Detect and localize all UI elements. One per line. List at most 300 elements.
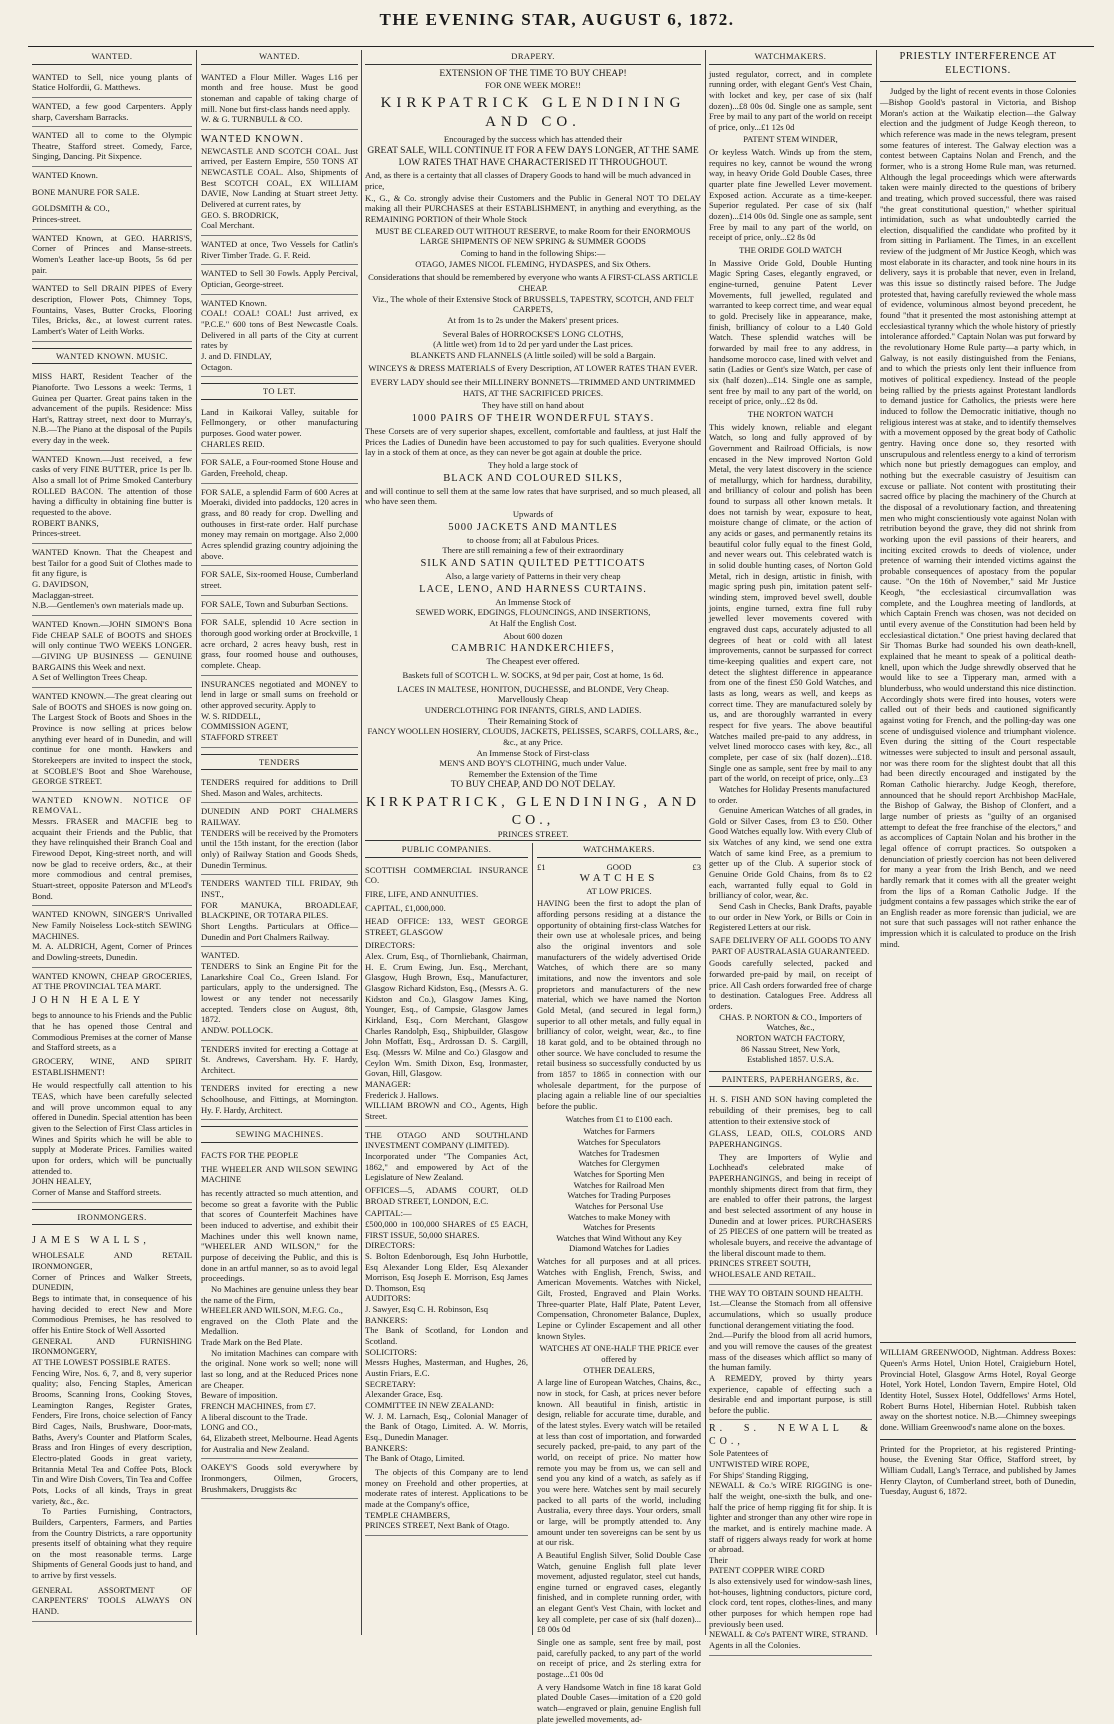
classified-ad	[201, 454, 358, 483]
section-header: WANTED KNOWN. MUSIC.	[32, 348, 192, 365]
list-item: Watches for Speculators	[577, 1136, 661, 1147]
ad-text: WANTED KNOWN, SINGER'S Unrivalled New Family Noiseless Lock-stitch SEWING MACHINES.	[32, 909, 192, 941]
ad-text: COAL! COAL! COAL! Just arrived, ex "P.C.E." 600 tons of Best Newcastle Coals. Delivered in all parts of the City at current rates by	[201, 308, 358, 351]
ad-text: Trade Mark on the Bed Plate.	[201, 1337, 303, 1348]
classified-ad	[201, 69, 358, 130]
ad-subtitle: 1000 PAIRS OF THEIR WONDERFUL STAYS.	[411, 413, 655, 425]
list-item: Watches for Tradesmen	[578, 1147, 660, 1158]
classified-ad	[32, 127, 192, 167]
ad-text: Beware of imposition.	[201, 1390, 278, 1401]
classified-ad	[32, 1229, 192, 1622]
ad-text: The objects of this Company are to lend money on Freehold and other properties, at moderate rates of interest. Applications to be made at the Company's office,	[365, 1466, 528, 1509]
section-header: WANTED.	[201, 50, 358, 65]
ad-text: FOR SALE, Six-roomed House, Cumberland street.	[201, 569, 358, 591]
masthead-rule	[28, 46, 1094, 47]
ad-signature: G. DAVIDSON,	[32, 579, 89, 589]
ad-text: NEWALL & Co.'s WIRE RIGGING is one-half the weight, one-sixth the bulk, and one-half the price of hemp rigging fit for ship. It is lighter and stronger than any other wire rope in the market, and is entirely machine made. A staff of riggers always ready for work at home or abroad.	[709, 1480, 872, 1555]
ad-text: CAPITAL, £1,000,000.	[365, 902, 446, 913]
ad-signature: LONG and CO.,	[201, 1422, 258, 1433]
ad-text: WANTED to Sell, nice young plants of Statice Holfordii, G. Matthews.	[32, 71, 192, 93]
column-wanted-right	[201, 50, 358, 1635]
ad-text: WANTED to Sell 30 Fowls. Apply Percival, Optician, George-street.	[201, 268, 358, 290]
ad-text: At Half the English Cost.	[489, 618, 577, 629]
watch-list	[537, 1126, 701, 1254]
ad-address: Princes-street.	[32, 528, 81, 539]
ad-signature: JOHN HEALEY,	[32, 1176, 92, 1187]
ad-text: No Machines are genuine unless they bear the name of the Firm,	[201, 1283, 358, 1305]
classified-ad	[201, 774, 358, 803]
ad-subtitle: GROCERY, WINE, AND SPIRIT ESTABLISHMENT!	[32, 1055, 192, 1077]
ad-subtitle: BLACK AND COLOURED SILKS,	[443, 472, 623, 484]
ad-subtitle: FANCY WOOLLEN HOSIERY, CLOUDS, JACKETS, PELISSES, SCARFS, COLLARS, &c., &c., at any Price.	[367, 726, 699, 747]
section-header: TO LET.	[201, 383, 358, 400]
ad-text: Frederick J. Hallows.	[365, 1089, 439, 1100]
ad-subtitle: GREAT SALE, WILL CONTINUE IT FOR A FEW DAYS LONGER, AT THE SAME LOW RATES THAT HAVE CHARACTERISED IT THROUGHOUT.	[367, 145, 699, 168]
ad-address: Princes-street.	[32, 214, 81, 225]
ad-subtitle: TO BUY CHEAP, AND DO NOT DELAY.	[450, 779, 616, 790]
classified-ad	[201, 1147, 358, 1459]
ad-title: WANTED Known.	[201, 297, 267, 308]
ad-subtitle: FOR ONE WEEK MORE!!	[484, 80, 582, 91]
ad-text: To Parties Furnishing, Contractors, Builders, Carpenters, Farmers, and Parties from the Country Districts, a rare opportunity presents itself of obtaining what they require on the most reasonable terms. Large Shipments of General Goods just to hand, and to arrive by first vessels.	[32, 1506, 192, 1581]
ad-title: SCOTTISH COMMERCIAL INSURANCE CO.	[365, 864, 528, 886]
ad-subtitle: THE WHEELER AND WILSON SEWING MACHINE	[201, 1163, 358, 1185]
ad-subtitle: Watches from £1 to £100 each.	[565, 1113, 673, 1124]
classified-ad	[201, 236, 358, 265]
ad-text: No imitation Machines can compare with the original. None work so well; none will last so long, and at the Reduced Prices none are Cheaper.	[201, 1347, 358, 1390]
ad-text: WANTED to Sell DRAIN PIPES of Every description, Flower Pots, Chimney Tops, Fountains, Vases, Butter Crocks, Flooring Tiles, Bricks, &c., at lowest current rates. Lambert's Water of Leith Works.	[32, 283, 192, 336]
list-item: Watches for Railroad Men	[573, 1179, 665, 1190]
ad-text: WANTED Known, at GEO. HARRIS'S, Corner of Princes and Manse-streets. Women's Leather lace-up Boots, 5s 6d per pair.	[32, 232, 192, 275]
ad-title: WANTED KNOWN. NOTICE OF REMOVAL.	[32, 794, 192, 816]
ad-name: JOHN HEALEY	[32, 994, 145, 1006]
ad-text: FOR SALE, Town and Suburban Sections.	[201, 598, 349, 609]
classified-ad	[32, 368, 192, 451]
ad-subtitle: PATENT COPPER WIRE CORD	[709, 1565, 825, 1576]
ad-text: WANTED, a few good Carpenters. Apply sharp, Caversham Barracks.	[32, 100, 192, 122]
ad-text: has recently attracted so much attention, and become so great a favorite with the Public that scores of Counterfeit Machines have been induced to advertise, and exhibit their Machines under this well known name, "WHEELER AND WILSON," for the purpose of deceiving the Public, and this is done in an artful manner, so as to avoid legal proceedings.	[201, 1187, 358, 1284]
ad-text: The Bank of Scotland, for London and Scotland.	[365, 1325, 528, 1347]
ad-subtitle: FRENCH MACHINES, from £7.	[201, 1401, 316, 1412]
list-item: Watches for Presents	[583, 1222, 655, 1233]
ad-text: These Corsets are of very superior shapes, excellent, comfortable and faultless, at just Half the Prices the Ladies of Dunedin have been accustomed to pay for such qualities. Everyone should lay in a stock of them at once, as they can never be got again at double the price.	[365, 426, 701, 458]
section-header: TENDERS	[201, 754, 358, 771]
ad-subtitle: SEWED WORK, EDGINGS, FLOUNCINGS, AND INSERTIONS,	[415, 607, 651, 618]
ad-text: and will continue to sell them at the same low rates that have surprised, and so much pleased, all who have seen them.	[365, 485, 701, 507]
ad-firm-name: KIRKPATRICK, GLENDINING, AND CO.,	[366, 795, 700, 828]
ad-text: Viz., The whole of their Extensive Stock of BRUSSELS, TAPESTRY, SCOTCH, AND FELT CARPETS,	[372, 293, 694, 315]
ad-heading: MANAGER:	[365, 1079, 411, 1089]
classified-ad	[201, 484, 358, 567]
ad-text: Send Cash in Checks, Bank Drafts, payable to our order in New York, or Bills or Coin in Registered Letters at our risk.	[709, 901, 872, 933]
ad-subtitle: BLANKETS AND FLANNELS (A little soiled) will be sold a Bargain.	[410, 349, 656, 360]
ad-title: WANTED KNOWN, CHEAP GROCERIES, AT THE PROVINCIAL TEA MART.	[32, 970, 192, 992]
ad-text: Considerations that should be remembered by everyone who wants A FIRST-CLASS ARTICLE CHEAP.	[368, 272, 698, 293]
ad-text: OAKEY'S Goods sold everywhere by Ironmongers, Oilmen, Grocers, Brushmakers, Druggists &c	[201, 1462, 358, 1494]
ad-subtitle: MEN'S AND BOY'S CLOTHING, much under Value.	[439, 758, 627, 769]
section-rule	[880, 1342, 1076, 1343]
section-header: IRONMONGERS.	[32, 1209, 192, 1226]
ad-text: WANTED a Flour Miller. Wages L16 per month and free house. Must be good stoneman and capable of taking charge of mill. None but first-class hands need apply.	[201, 71, 358, 114]
ad-text: Messrs. FRASER and MACFIE beg to acquaint their Friends and the Public, that they have relinquished their Branch Coal and Firewood Depot, King-street north, and will now be glad to receive orders, &c., at their more commodious and central premises, Stuart-street, opposite Paterson and M'Leod's Bond.	[32, 816, 192, 901]
ad-text: Remember the Extension of the Time	[468, 768, 598, 779]
classified-ad	[201, 404, 358, 455]
ad-text: The Cheapest ever offered.	[486, 656, 580, 667]
ad-text: A Beautiful English Silver, Solid Double Case Watch, genuine English full plate lever movement, adjusted regulator, steel cut hands, engine turned or engraved cases, elegantly finished, and in complete running order, with an elegant Gent's Vest Chain, with locket and key all complete, per case of six (half dozen)...£8 00s 0d	[537, 1549, 701, 1635]
ad-subtitle: AT THE LOWEST POSSIBLE RATES.	[32, 1357, 171, 1367]
ad-address: Coal Merchant.	[201, 220, 255, 231]
ad-text: Fencing Wire, Nos. 6, 7, and 8, very superior quality; also, Fencing Staples, American Brooms, Scanning Irons, Cooking Stoves, Leamington Ranges, Register Grates, Fenders, Fire Irons, choice selection of Fancy Bird Cages, Nails, Brushware, Door-mats, Baths, Avery's Counter and Platform Scales, Brass and Iron Hinges of every description, Electro-plated Goods in great variety, Britannia Metal Tea and Coffee Pots, Block Tin and Wire Dish Covers, Tin Tea and Coffee Pots, Locks of all kinds, Trays in great variety, &c., &c.	[32, 1367, 192, 1506]
classified-ad	[32, 968, 192, 1203]
classified-ad	[32, 69, 192, 98]
ad-text: to choose from; all at Fabulous Prices.	[467, 534, 599, 545]
classified-ad	[32, 280, 192, 341]
price-high: £3	[692, 861, 701, 872]
ad-text: Alex. Crum, Esq., of Thornliebank, Chairman, H. E. Crum Ewing, Jun. Esq., Merchant, Glasgow, Hugh Brown, Esq., Manufacturer, Glasgow Richard Kidston, Esq., (Messrs A. G. Kidston and Co.), Glasgow James King, Younger, Esq., of Campsie, Glasgow James Kirkland, Esq., Corn Merchant, Glasgow Charles Randolph, Esq., Shipbuilder, Glasgow John Moffatt, Esq., Ardrossan D. S. Cargill, Esq. (Messrs W. Milne and Co.) Glasgow and Ceylon Wm. Smith Dixon, Esq, Ironmaster, Govan, Hill, Glasgow.	[365, 951, 528, 1079]
ad-text: Is also extensively used for window-sash lines, hot-houses, lightning conductors, picture cord, clock cord, tent ropes, clothes-lines, and many other purposes for which hempen rope had previously been used.	[709, 1576, 872, 1629]
ad-subtitle: MUST BE CLEARED OUT WITHOUT RESERVE, to make Room for their ENORMOUS LARGE SHIPMENTS OF NEW SPRING & SUMMER GOODS	[375, 225, 691, 247]
classified-ad	[32, 230, 192, 281]
ad-subtitle: WATCHES AT ONE-HALF THE PRICE ever offered by	[539, 1343, 699, 1365]
column-public-companies	[365, 843, 528, 1633]
ad-signature: ROBERT BANKS,	[32, 517, 99, 528]
ad-signature: COMMISSION AGENT,	[201, 721, 289, 732]
column-watchmakers-a	[537, 843, 701, 1724]
section-header: PAINTERS, PAPERHANGERS, &c.	[709, 1071, 872, 1088]
ad-firm-name: KIRKPATRICK GLENDINING AND CO.	[380, 94, 686, 130]
ad-text: GOOD	[606, 861, 632, 872]
classified-ad	[32, 544, 192, 616]
ad-address: 64, Elizabeth street, Melbourne. Head Agents for Australia and New Zealand.	[201, 1433, 358, 1454]
ad-text: A liberal discount to the Trade.	[201, 1411, 308, 1422]
ad-text: WANTED all to come to the Olympic Theatre, Stafford street. Comedy, Farce, Singing, Dancing. Pit Sixpence.	[32, 130, 192, 162]
column-watchmakers-b	[709, 50, 872, 1651]
ad-heading: SECRETARY:	[365, 1378, 416, 1389]
ad-text: A large line of European Watches, Chains, &c., now in stock, for Cash, at prices never before known. All beautiful in finish, artistic in design, reliable for accurate time, durable, and of the latest styles. Every watch will be retailed at less than cost of importation, and forwarded securely packed, pre-paid, to any part of the world, on receipt of price. No matter how remote you may be from us, we can sell and send you any kind of a watch, as safely as if you were here. Watches sent by mail securely packed to all parts of the world, including Australia, every three days. Your orders, small or large, will be promptly attended to. Any amount under ten sovereigns can be sent by us at our risk.	[537, 1377, 701, 1548]
ad-subtitle: WHEELER AND WILSON, M.F.G. Co.,	[201, 1305, 343, 1316]
ad-text: And, as there is a certainty that all classes of Drapery Goods to hand will be much advanced in price,	[365, 170, 691, 191]
ad-text: TENDERS required for additions to Drill Shed. Mason and Wales, architects.	[201, 777, 358, 798]
ad-subtitle: THE ORIDE GOLD WATCH	[739, 245, 842, 256]
ad-subtitle: FIRE, LIFE, AND ANNUITIES.	[365, 888, 479, 899]
ad-text: Encouraged by the success which has attended their	[443, 134, 623, 145]
ad-title: WHOLESALE AND RETAIL IRONMONGER,	[32, 1250, 192, 1272]
ad-text: Upwards of	[512, 509, 554, 520]
company-notice	[365, 1127, 528, 1536]
ad-text: Watches for all purposes and at all prices. Watches with English, French, Swiss, and American Movements. Watches with Nickel, Gilt, Frosted, Engraved and Plain Works. Three-quarter Plate, Half Plate, Patent Lever, Compensation, Chronometer Balance, Duplex, Lepine or Cylinder Escapement and all other known Styles.	[537, 1256, 701, 1341]
column-drapery	[365, 50, 701, 840]
ad-text: At from 1s to 2s under the Makers' present prices.	[447, 314, 619, 325]
section-header: SEWING MACHINES.	[201, 1126, 358, 1143]
ad-text: begs to announce to his Friends and the Public that he has opened those Central and Commodious Premises at the corner of Manse and Stafford streets, as a	[32, 1010, 192, 1053]
ad-heading: SOLICITORS:	[365, 1346, 417, 1357]
ad-text: Single one as sample, sent free by mail, post paid, carefully packed, to any part of the world on receipt of price, and 2s sterling extra for postage...£1 00s 0d	[537, 1637, 701, 1680]
classified-ad	[32, 451, 192, 544]
ad-text: MISS HART, Resident Teacher of the Pianoforte. Two Lessons a week: Terms, 1 Guinea per Quarter. Great pains taken in the advancement of the pupils. Residence: Miss Hart's, Rattray street, next door to Murray's, N.B.—The Piano at the disposal of the Pupils every day in the week.	[32, 371, 192, 446]
ad-text: Their	[709, 1554, 728, 1565]
ad-title: THE WAY TO OBTAIN SOUND HEALTH.	[709, 1287, 864, 1298]
ad-subtitle: THE NORTON WATCH	[747, 408, 834, 419]
ad-subtitle: AT LOW PRICES.	[586, 885, 652, 896]
article-body: Judged by the light of recent events in those Colonies—Bishop Goold's pastoral in Victoria, and Bishop Moran's action at the Waikatip election—the Galway election and the judgment of Judge Keogh thereon, to which reference was made in the news telegram, present some features of interest. The Galway election was a contest between Captains Nolan and French, and the former, who is a strong Home Rule man, was returned. Although the legal proceedings which were afterwards taken were mainly directed to the questions of bribery and treating, which proved successful, there was raised "the great constitutional question," whether spiritual intimidation, such as what undoubtedly carried the election, disqualified the candidate who profited by it from sitting in Parliament. The Times, in an excellent review of the judgment of Mr Justice Keogh, which was most elaborate in its character, and took nine hours in its delivery, says it is probable that never, even in Ireland, was this issue so distinctly raised before. The Judge protested that, having carefully reviewed the whole mass of evidence, voluminous almost beyond precedent, he found "that it presented the most astonishing attempt at ecclesiastical tyranny which the whole history of priestly intolerance afforded." Captain Nolan was put forward by the revolutionary Home Rule party—a party which, in Galway, is not easily distinguished from the Fenians, and to which the priests only lent their influence from motives of political expediency. Instead of the people being rallied by the priests against Protestant landlords to demand justice for Catholics, the priests were here induced to follow the Democratic initiative, though no religious interest was at stake, and to identify themselves with a movement opposed by the great body of Catholic gentry. Having once done so, they resorted with unscrupulous and relentless energy to a kind of terrorism which none but priestly demagogues can employ, and nothing but the execrable casuistry of Jesuitism can excuse or palliate. Not content with prostituting their sacred office by placing the machinery of the Church at the disposal of a revolutionary faction, and threatening men who might conscientiously vote against Nolan with retribution beyond the grave, they did not shrink from working upon the evil passions of their hearers, and inciting excited crowds to deeds of violence, under pretence of warning their intended victims against the probable consequences of apostacy from the popular cause. "On the 16th of November," said Mr Justice Keogh, "the ecclesiastical circumvallation was complete, and the Loughrea meeting of landlords, at which Captain French was chosen, was not decided on until every avenue of the Constitution had been held by ecclesiastical dictation." One priest having declared that Sir Thomas Burke had sounded his own death-knell, explained that he meant to speak of a political death-knell, upon which the Judge shrewdly observed that he would like to see a Tipperary man, armed with a blunderbuss, who would understand this nice distinction. Accordingly shots were fired into houses, voters were called out of their beds and cautioned significantly against voting for French, and the polling-day was one scene of undisguised violence and triumphant violence. Even during the sitting of the Court respectable witnesses were subjected to insult and personal assault, nor was there room for the slightest doubt that all this had been directly encouraged and instigated by the Roman Catholic hierarchy. Judge Keogh, therefore, announced that he should report Archbishop MacHale, the Bishop of Galway, the Bishop of Clonfert, and a large number of priests as "guilty of an organised attempt to defeat the free franchise of the electors," and as accomplices of Captain Nolan and his brother in the legal offence of corrupt practices. So outspoken a denunciation of priestly coercion has not been delivered for many a year from the Irish Bench, and we need hardly remark that it comes with all the greater weight from the lips of a Roman Catholic Judge. If the judgment contains a few passages which strike the ear of an English reader as more forensic than judicial, we are not sure that such passages will not rather enhance the impression which it is calculated to produce on the Irish mind.	[880, 86, 1076, 949]
classified-ad	[32, 616, 192, 688]
classified-ad	[709, 1285, 872, 1421]
ad-text: TENDERS invited for erecting a Cottage at St. Andrews, Caversham. Hy. F. Hardy, Architect.	[201, 1043, 358, 1075]
ad-firm-name: R. S. NEWALL & CO.,	[709, 1423, 872, 1447]
ad-address: TEMPLE CHAMBERS,	[365, 1509, 450, 1520]
ad-text: WINCEYS & DRESS MATERIALS of Every Description, AT LOWER RATES THAN EVER.	[368, 363, 698, 374]
ad-text: Marvellously Cheap	[498, 694, 568, 705]
ad-text: They hold a large stock of	[488, 460, 578, 471]
list-item: Watches for Trading Purposes	[567, 1190, 671, 1201]
classified-ad	[709, 1420, 872, 1655]
ad-text: The Bank of Otago, Limited.	[365, 1453, 465, 1464]
ad-subtitle: 5000 JACKETS AND MANTLES	[448, 521, 618, 533]
classified-ad	[201, 947, 358, 1040]
list-item: Watches to make Money with	[567, 1211, 671, 1222]
ad-text: They are Importers of Wylie and Lochhead's celebrated make of PAPERHANGINGS, and being in receipt of monthly shipments direct from that firm, they are enabled to offer their patrons, the largest and best selected assortment of any house in Dunedin and at lower prices. PURCHASERS of 25 PIECES of one pattern will be treated as wholesale buyers, and receive the advantage of the liberal discount made to them.	[709, 1151, 872, 1258]
ad-text: justed regulator, correct, and in complete running order, with elegant Gent's Vest Chain, with locket and key, per case of six (half dozen)...£8 00s 0d. Single one as sample, sent Free by mail to any part of the world on receipt of price, only...£1 12s 0d	[709, 68, 872, 132]
ad-text: J. Sawyer, Esq C. H. Robinson, Esq	[365, 1304, 489, 1315]
ad-subtitle: GENERAL AND FURNISHING IRONMONGERY,	[32, 1335, 192, 1357]
ad-text: WANTED Known.—JOHN SIMON'S Bona Fide CHEAP SALE of BOOTS and SHOES will only continue TWO WEEKS LONGER.—GIVING UP BUSINESS — GENUINE BARGAINS this Week and next.	[32, 618, 192, 672]
ad-text: 1st.—Cleanse the Stomach from all offensive accumulations, which so usually produce functional derangement vitiating the food.	[709, 1298, 872, 1330]
ad-text: This widely known, reliable and elegant Watch, so long and fully approved of by Government and Railroad Officials, is now encased in the New improved Norton Gold Metal, the very latest discovery in the science of metallurgy, which for hardness, durability, and brilliancy of colour and polish has been found to surpass all other known metals. It does not tarnish by wear, exposure to heat, moisture change of climate, or the action of any acids or gases, and permanently retains its beautiful color fully equal to the finest Gold, and never wears out. This celebrated watch is in solid double hunting cases, of Norton Gold Metal, rich in design, artistic in finish, with magic spring push pin, imitation patent self-winding stem, improved bevel swell, double joints, engine turned, extra fine full ruby jewelled lever movements covered with engraved dust caps, accurately adjusted to all degrees of heat or cold with all latest improvements, cannot be surpassed for correct time-keeping qualities and expert care, not detect the slightest difference in appearance from one of the finest £50 Gold Watches, and lasts as long, wears as well, and keeps as correct time. They are manufactured solely by us, and are thoroughly warranted in every respect for five years. The above beautiful Watches mailed pre-paid to any address, in velvet lined morocco cases with key, &c., all complete, per case of six (half dozen)...£18. Single one as sample, sent free by mail to any part of the world, on receipt of price, only...£3	[709, 421, 872, 784]
ad-text: WANTED Known.	[32, 170, 98, 181]
ad-signature: GOLDSMITH & CO.,	[32, 203, 110, 214]
ad-text: An Immense Stock of First-class	[476, 747, 590, 758]
ad-text: H. S. FISH AND SON having completed the rebuilding of their premises, beg to call attention to their extensive stock of	[709, 1094, 872, 1126]
ad-text: Agents in all the Colonies.	[709, 1640, 801, 1651]
ad-text: W. J. M. Larnach, Esq., Colonial Manager of the Bank of Otago, Limited. A. W. Morris, Esq., Dunedin Manager.	[365, 1410, 528, 1442]
ad-address: PRINCES STREET SOUTH,	[709, 1258, 811, 1269]
ad-text: FOR SALE, splendid 10 Acre section in thorough good working order at Brockville, 1 acre orchard, 2 acres heavy bush, rest in grass, four roomed house and outhouses, complete. Cheap.	[201, 617, 358, 670]
ad-text: HAVING been the first to adopt the plan of affording persons residing at a distance the opportunity of obtaining first-class Watches for their own use at wholesale prices, and being also the original inventors and sole manufacturers of the widely advertised Oride Watches, of which there are so many imitations, and now the inventors and sole proprietors and manufacturers of the new material, which we have named the Norton Gold Metal, (and secured in legal form,) superior to all other metals, and fully equal in brilliancy of color, weight, wear, &c., to fine 18 karat gold, and to be obtained through no other source. We have concluded to resume the retail business so successfully conducted by us from 1857 to 1865 in connection with our wholesale department, for the purpose of placing again a reliable line of our specialties before the public.	[537, 898, 701, 1111]
classified-ad	[201, 130, 358, 236]
ad-title: THE OTAGO AND SOUTHLAND INVESTMENT COMPANY (LIMITED).	[365, 1129, 528, 1151]
imprint: Printed for the Proprietor, at his registered Printing-house, the Evening Star Office, Stafford street, by William Cudall, Lang's Terrace, and published by James Henry Clayton, of Cumberland street, both of Dunedin, Tuesday, August 6, 1872.	[880, 1443, 1076, 1497]
classified-ad	[201, 596, 358, 615]
ad-subtitle: UNTWISTED WIRE ROPE,	[709, 1458, 810, 1469]
greenwood-ad: WILLIAM GREENWOOD, Nightman. Address Boxes: Queen's Arms Hotel, Union Hotel, Craigieburn Hotel, Provincial Hotel, Glasgow Arms Hotel, Royal George Hotel, York Hotel, London Tavern, Empire Hotel, Old Identity Hotel, Sussex Hotel, Oddfellows' Arms Hotel, Robert Burns Hotel, Hibernian Hotel. Rubbish taken away on the shortest notice. N.B.—Chimney sweepings done. William Greenwood's name alone on the boxes.	[880, 1347, 1076, 1432]
ad-text: K., G., & Co. strongly advise their Customers and the Public in General NOT TO DELAY making all their PURCHASES at their ESTABLISHMENT, in anything and everything, as the REMAINING PORTION of their Whole Stock	[365, 192, 701, 224]
ad-subtitle: BONE MANURE FOR SALE.	[32, 186, 140, 197]
column-divider	[532, 843, 533, 1635]
ad-heading: DIRECTORS:	[365, 1240, 415, 1251]
ad-text: INSURANCES negotiated and MONEY to lend in large or small sums on freehold or other approved security. Apply to	[201, 678, 358, 710]
classified-ad	[201, 566, 358, 595]
ad-text: Begs to intimate that, in consequence of his having decided to erect New and More Commodious Premises, he has resolved to offer his Entire Stock of Well Assorted	[32, 1293, 192, 1336]
ad-text: NEWCASTLE AND SCOTCH COAL. Just arrived, per Eastern Empire, 550 TONS AT NEWCASTLE COAL. Also, Shipments of Best SCOTCH COAL, EX WILLIAM DAVIE, Now Landing at Stuart street Jetty. Delivered at current rates, by	[201, 145, 358, 210]
article-title: PRIESTLY INTERFERENCE AT ELECTIONS.	[880, 50, 1076, 82]
ad-heading: DIRECTORS:	[365, 940, 415, 951]
ad-text: Several Bales of HORROCKSE'S LONG CLOTHS,	[442, 328, 624, 339]
ad-text: S. Bolton Edenborough, Esq John Hurbottle, Esq Alexander Long Elder, Esq Alexander Morrison, Esq Joseph E. Morrison, Esq James D. Thomson, Esq	[365, 1250, 528, 1293]
ad-text: Sole Patentees of	[709, 1448, 769, 1459]
ad-subtitle: OTHER DEALERS,	[583, 1364, 655, 1375]
ad-address: 86 Nassau Street, New York,	[740, 1043, 841, 1054]
ad-text: WILLIAM BROWN and CO., Agents, High Street.	[365, 1100, 528, 1121]
ad-text: OTAGO, JAMES NICOL FLEMING, HYDASPES, and Six Others.	[415, 258, 651, 269]
ad-address: HEAD OFFICE: 133, WEST GEORGE STREET, GLASGOW	[365, 916, 528, 937]
ad-address: Corner of Manse and Stafford streets.	[32, 1186, 162, 1197]
ad-address: Octagon.	[201, 361, 233, 372]
ad-title: WANTED KNOWN.	[201, 133, 304, 145]
ad-subtitle: SAFE DELIVERY OF ALL GOODS TO ANY PART OF AUSTRALASIA GUARANTEED.	[709, 935, 872, 956]
ad-signature: J. and D. FINDLAY,	[201, 350, 272, 361]
ad-subtitle: PATENT STEM WINDER,	[743, 134, 838, 145]
ad-title: FACTS FOR THE PEOPLE	[201, 1149, 299, 1160]
ad-text: Genuine American Watches of all grades, in Gold or Silver Cases, from £3 to £50. Other Good Watches equally low. With every Club of six Watches of any kind, we send one extra Watch of same kind Free, as a premium to getter up of the Club. A superior stock of Genuine Oride Gold Chains, from 8s to £2 each, warranted fully equal to Gold in brilliancy of color, wear, &c.	[709, 805, 872, 901]
ad-note: N.B.—Gentlemen's own materials made up.	[32, 600, 184, 611]
ad-signature: CHARLES REID.	[201, 438, 265, 449]
ad-text: EVERY LADY should see their MILLINERY BONNETS—TRIMMED AND UNTRIMMED HATS, AT THE SACRIFICED PRICES.	[370, 377, 696, 398]
list-item: Watches for Farmers	[583, 1126, 655, 1137]
ad-text: (A little wet) from 1d to 2d per yard under the Last prices.	[433, 339, 633, 350]
ad-text: In Massive Oride Gold, Double Hunting Magic Spring Cases, elegantly engraved, or engine-turned, genuine Patent Lever Movements, full jewelled, regulated and warranted to keep correct time, and wear equal to gold. Precisely like in appearance, make, finish, brilliancy of colour to a L40 Gold Watch. These splendid watches will be forwarded by mail free to any address, in handsome morocco case, lined with velvet and satin (Ladies or Gent's size Watch, per case of six (half dozen)...£14. Single one as sample, sent free by mail to any part of the world, on receipt of price, only...£2 8s 0d.	[709, 257, 872, 407]
column-divider	[361, 50, 362, 1635]
ad-address: Established 1857. U.S.A.	[747, 1054, 834, 1065]
list-item: Watches that Wind Without any Key	[556, 1232, 682, 1243]
ad-text: TENDERS to Sink an Engine Pit for the Lanarkshire Coal Co., Green Island. For particulars, apply to the undersigned. The lowest or any tender not necessarily accepted. Tenders close on August, 8th, 1872.	[201, 960, 358, 1025]
ad-heading: BANKERS:	[365, 1314, 408, 1325]
ad-text: Coming to hand in the following Ships:—	[460, 247, 606, 258]
masthead: THE EVENING STAR, AUGUST 6, 1872.	[379, 10, 735, 29]
ad-address: Corner of Princes and Walker Streets, DUNEDIN,	[32, 1271, 192, 1293]
ad-text: FOR SALE, a Four-roomed Stone House and Garden, Freehold, cheap.	[201, 457, 358, 479]
ad-text: WANTED Known.—Just received, a few casks of very FINE BUTTER, price 1s per lb. Also a small lot of Prime Smoked Canterbury ROLLED BACON. The attention of those having a difficulty in obtaining fine butter is requested to the above.	[32, 453, 192, 518]
ad-title: WATCHES	[579, 872, 659, 885]
ad-text: Their Remaining Stock of	[488, 715, 578, 726]
ad-address: PRINCES STREET, Next Bank of Otago.	[365, 1520, 510, 1531]
classified-ad	[201, 1080, 358, 1120]
classified-ad	[201, 614, 358, 675]
ad-text: WANTED Known. That the Cheapest and best Tailor for a good Suit of Clothes made to fit any figure, is	[32, 547, 192, 579]
classified-ad	[201, 1041, 358, 1081]
column-wanted-left	[32, 50, 192, 1635]
classified-ad	[201, 295, 358, 378]
ad-text: 2nd.—Purify the blood from all acrid humors, and you will remove the causes of the greatest mass of the diseases which afflict so many of the human family.	[709, 1330, 872, 1373]
section-header: PUBLIC COMPANIES.	[365, 843, 528, 858]
ad-subtitle: A Set of Wellington Trees Cheap.	[32, 672, 148, 683]
ad-text: Messrs Hughes, Masterman, and Hughes, 26, Austin Friars, E.C.	[365, 1357, 528, 1379]
ad-footer: GENERAL ASSORTMENT OF CARPENTERS' TOOLS ALWAYS ON HAND.	[32, 1584, 192, 1617]
ad-signature: GEO. S. BRODRICK,	[201, 209, 279, 220]
ad-signature: NORTON WATCH FACTORY,	[736, 1032, 845, 1043]
ad-text: They have still on hand about	[482, 400, 584, 411]
price-row	[537, 862, 701, 873]
classified-ad	[201, 803, 358, 875]
ad-text: Baskets full of SCOTCH L. W. SOCKS, at 9d per pair, Cost at home, 1s 6d.	[402, 670, 664, 681]
ad-subtitle: UNDERCLOTHING FOR INFANTS, GIRLS, AND LADIES.	[424, 705, 642, 716]
ad-signature: W. S. RIDDELL,	[201, 710, 261, 721]
section-header: WATCHMAKERS.	[709, 50, 872, 65]
classified-ad	[201, 265, 358, 294]
ad-text: TENDERS invited for erecting a new Schoolhouse, and Fittings, at Mornington. Hy. F. Hardy, Architect.	[201, 1083, 358, 1115]
section-header: WANTED.	[32, 50, 192, 65]
ad-text: Short Lengths. Particulars at Office—Dunedin and Port Chalmers Railway.	[201, 920, 358, 942]
ad-text: WANTED KNOWN.—The great clearing out Sale of BOOTS and SHOES is now going on. The Largest Stock of Boots and Shoes in the Province is now selling at prices below anything ever heard of in Dunedin, and will continue for one month. Hawkers and Storekeepers are invited to inspect the stock, at SCOBLE'S Boot and Shoe Warehouse, GEORGE STREET.	[32, 690, 192, 787]
ad-text: An Immense Stock of	[495, 596, 571, 607]
classified-ad	[32, 688, 192, 792]
price-low: £1	[537, 861, 546, 872]
ad-heading: AUDITORS:	[365, 1293, 411, 1304]
ad-text: engraved on the Cloth Plate and the Medallion.	[201, 1315, 358, 1337]
ad-subtitle: CAMBRIC HANDKERCHIEFS,	[451, 643, 615, 655]
ad-title: DUNEDIN AND PORT CHALMERS RAILWAY.	[201, 806, 358, 828]
ad-address: WHOLESALE AND RETAIL.	[709, 1268, 816, 1279]
column-divider	[705, 50, 706, 1635]
classified-ad	[201, 676, 358, 748]
ad-address: STAFFORD STREET	[201, 731, 278, 742]
company-notice	[365, 862, 528, 1127]
list-item: Watches for Clergymen	[578, 1158, 660, 1169]
ad-signature: ANDW. POLLOCK.	[201, 1024, 274, 1035]
classified-ad	[201, 875, 358, 947]
ad-address: Maclaggan-street.	[32, 589, 94, 600]
ad-heading: BANKERS:	[365, 1442, 408, 1453]
classified-ad	[709, 1091, 872, 1284]
ad-title: WANTED.	[201, 950, 240, 961]
column-editorial	[880, 50, 1076, 1635]
ad-text: LACES IN MALTESE, HONITON, DUCHESSE, and BLONDE, Very Cheap.	[397, 683, 669, 694]
column-divider	[876, 50, 877, 1635]
ad-text: Incorporated under "The Companies Act, 1862," and empowered by Act of the Legislature of New Zealand.	[365, 1150, 528, 1183]
ad-text: He would respectfully call attention to his TEAS, which have been carefully selected and will prove uncommon equal to any offered in Dunedin. Special attention has been given to the Selection of First Class articles in Wines and Spirits which he will be able to supply at Moderate Prices. Families waited upon for orders, which will be punctually attended to.	[32, 1080, 192, 1176]
ad-text: Watches for Holiday Presents manufactured to order.	[709, 783, 871, 805]
list-item: Watches for Sporting Men	[573, 1168, 665, 1179]
ad-text: A REMEDY, proved by thirty years experience, capable of effecting such a desirable end and important purpose, is still before the public.	[709, 1372, 872, 1415]
list-item: Diamond Watches for Ladies	[568, 1243, 670, 1254]
ad-title: TENDERS WANTED TILL FRIDAY, 9th INST.,	[201, 878, 358, 899]
classified-ad	[201, 1459, 358, 1499]
ad-text: WANTED at once, Two Vessels for Catlin's River Timber Trade. G. F. Reid.	[201, 239, 358, 260]
ad-text: There are still remaining a few of their extraordinary	[442, 545, 624, 556]
ad-address: OFFICES—5, ADAMS COURT, OLD BROAD STREET, LONDON, E.C.	[365, 1184, 528, 1206]
ad-subtitle: FOR MANUKA, BROADLEAF, BLACKPINE, OR TOTARA PILES.	[201, 899, 358, 921]
ad-text: A very Handsome Watch in fine 18 karat Gold plated Double Cases—imitation of a £20 gold watch—engraved or plain, genuine English full plate jewelled movements, ad-	[537, 1681, 701, 1724]
ad-signature: CHAS. P. NORTON & CO., Importers of Watches, &c.,	[719, 1011, 862, 1033]
ad-text: About 600 dozen	[503, 630, 563, 641]
list-item: Watches for Personal Use	[574, 1200, 664, 1211]
ad-address: PRINCES STREET.	[497, 829, 569, 840]
ad-subtitle: GLASS, LEAD, OILS, COLORS AND PAPERHANGINGS.	[709, 1128, 872, 1150]
ad-text: FOR SALE, a splendid Farm of 600 Acres at Moeraki, divided into paddocks, 120 acres in grass, and 80 ready for crop. Dwelling and outhouses in first-rate order. Half purchase money may remain on mortgage. Also 2,000 Acres splendid grazing country adjoining the above.	[201, 486, 358, 561]
ad-signature: M. A. ALDRICH, Agent, Corner of Princes and Dowling-streets, Dunedin.	[32, 941, 192, 962]
classified-ad	[32, 906, 192, 967]
ad-signature: W. & G. TURNBULL & CO.	[201, 114, 303, 125]
section-rule	[365, 840, 701, 841]
section-rule	[880, 1439, 1076, 1440]
ad-text: Goods carefully selected, packed and forwarded pre-paid by mail, on receipt of price. All Cash orders forwarded free of charge to destination. Catalogues Free. Address all orders.	[709, 958, 872, 1011]
ad-text: TENDERS will be received by the Promoters until the 15th instant, for the erection (labor only) of Railway Station and Goods Sheds, Dunedin Terminus.	[201, 827, 358, 870]
classified-ad	[32, 167, 192, 230]
ad-subtitle: SILK AND SATIN QUILTED PETTICOATS	[420, 558, 646, 570]
ad-subtitle: LACE, LENO, AND HARNESS CURTAINS.	[419, 583, 647, 595]
ad-text: Alexander Grace, Esq.	[365, 1389, 443, 1400]
classified-ad	[32, 792, 192, 907]
ad-heading: CAPITAL:—	[365, 1208, 412, 1219]
ad-text: For Ships' Standing Rigging,	[709, 1469, 809, 1480]
ad-text: Or keyless Watch. Winds up from the stem, requires no key, cannot be wound the wrong way, in heavy Oride Gold Double Cases, three quarter plate fine Jewelled Lever movement. Exposed action. Accurate as a time-keeper. Superior regulated. Per case of six (half dozen)...£14 00s 0d. Single one as sample, sent Free by mail to any part of the world, on receipt of price, only...£2 8s 0d	[709, 147, 872, 243]
ad-heading: COMMITTEE IN NEW ZEALAND:	[365, 1400, 494, 1411]
section-header: WATCHMAKERS.	[537, 843, 701, 858]
ad-text: £500,000 in 100,000 SHARES of £5 EACH, FIRST ISSUE, 50,000 SHARES.	[365, 1218, 528, 1240]
column-divider	[196, 50, 197, 1635]
ad-title: EXTENSION OF THE TIME TO BUY CHEAP!	[439, 68, 627, 79]
section-header: DRAPERY.	[365, 50, 701, 65]
ad-name: JAMES WALLS,	[32, 1235, 150, 1247]
